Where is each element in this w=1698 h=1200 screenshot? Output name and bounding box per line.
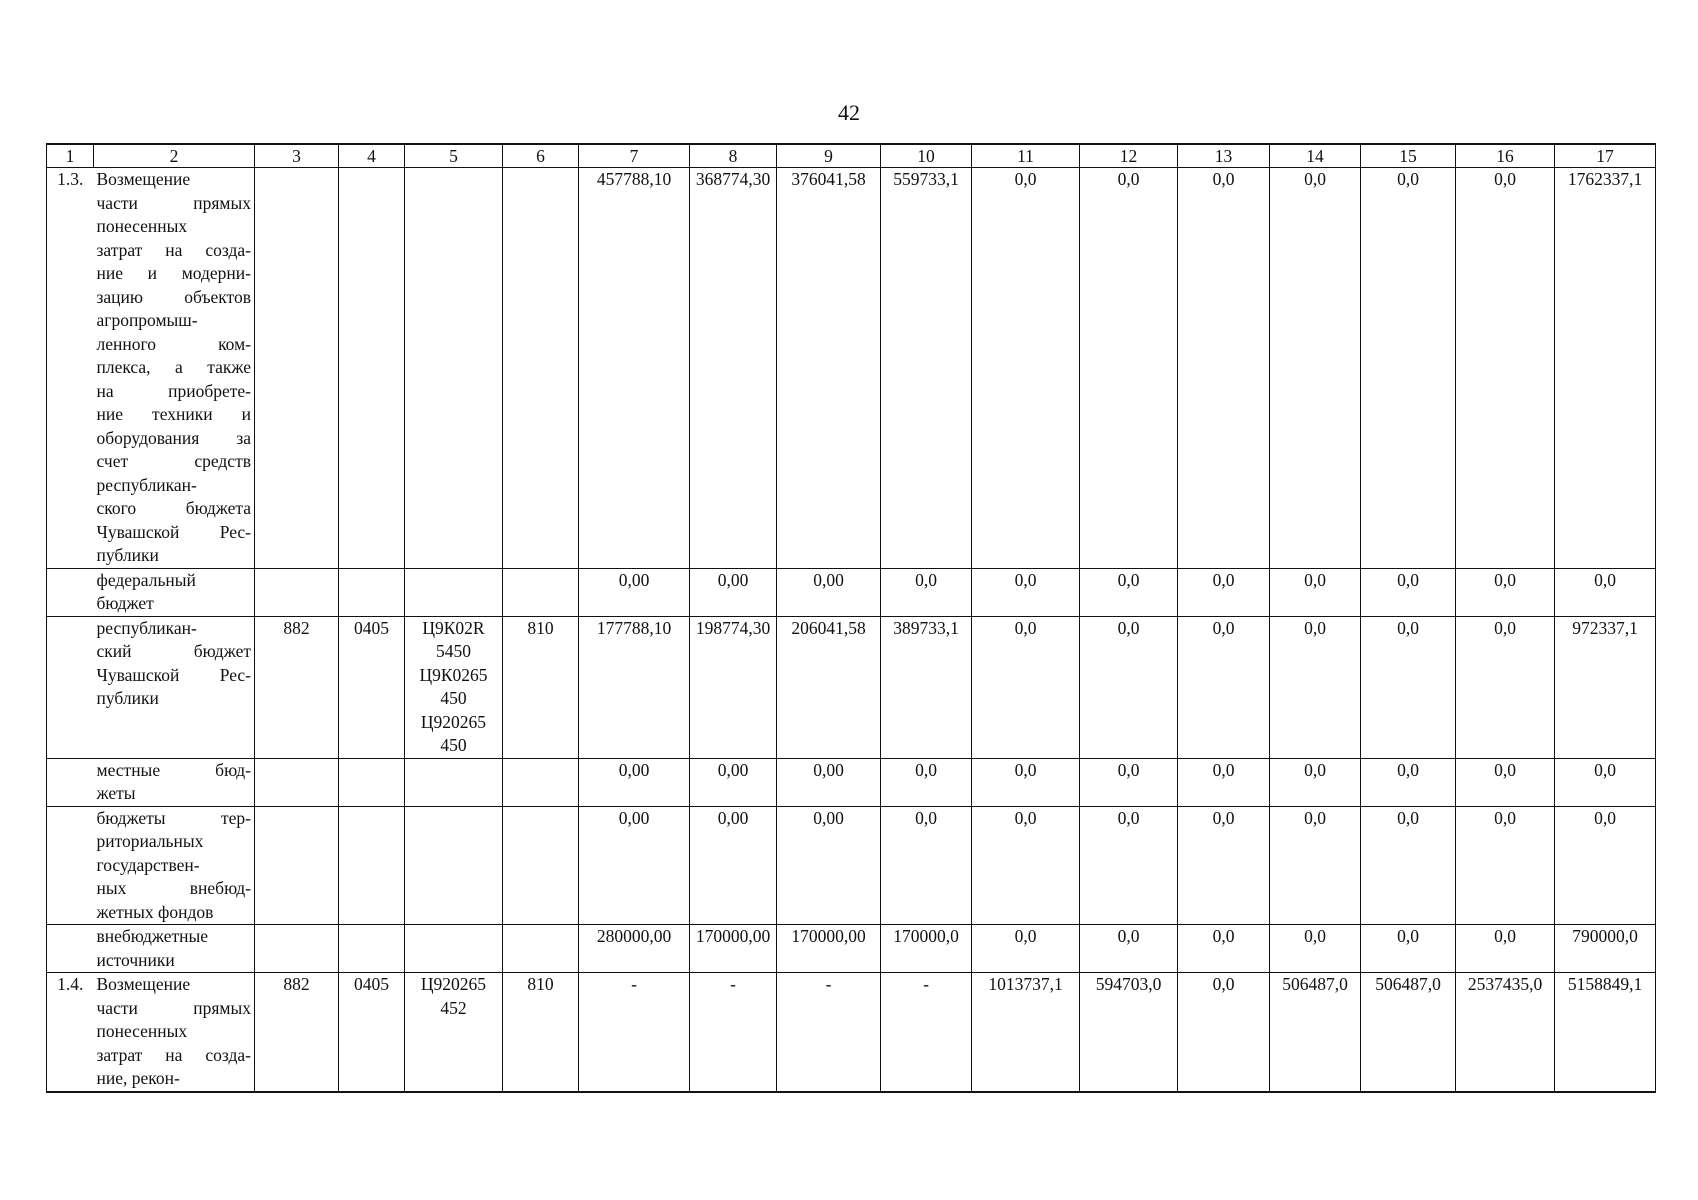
cell-col-10: 0,0: [881, 758, 972, 806]
cell-col-11: 0,0: [972, 616, 1080, 758]
cell-col-8: 0,00: [690, 806, 777, 925]
column-header-6: 6: [503, 144, 579, 168]
row-name: [94, 168, 255, 569]
cell-col-6: [503, 806, 579, 925]
cell-col-13: 0,0: [1178, 168, 1270, 569]
cell-col-17: 0,0: [1555, 758, 1656, 806]
cell-col-3: 882: [255, 973, 339, 1092]
row-name-line: жеты: [96, 783, 136, 803]
cell-col-14: 0,0: [1270, 925, 1361, 973]
cell-col-11: 0,0: [972, 168, 1080, 569]
cell-col-9: 0,00: [777, 568, 881, 616]
cell-col-3: [255, 758, 339, 806]
cell-col-4: [339, 168, 405, 569]
cell-col-15: 0,0: [1361, 568, 1456, 616]
column-header-11: 11: [972, 144, 1080, 168]
cell-col-16: 2537435,0: [1456, 973, 1555, 1092]
column-header-9: 9: [777, 144, 881, 168]
cell-col-16: 0,0: [1456, 806, 1555, 925]
page-number: 42: [838, 100, 860, 125]
cell-col-7: 280000,00: [579, 925, 690, 973]
row-number: 1.4.: [47, 973, 94, 1092]
cell-col-17: 0,0: [1555, 568, 1656, 616]
cell-col-12: 0,0: [1080, 616, 1178, 758]
row-name-line: затрат на созда-: [96, 239, 251, 260]
cell-col-3: [255, 168, 339, 569]
cell-col-16: 0,0: [1456, 168, 1555, 569]
cell-col-7: 0,00: [579, 568, 690, 616]
cell-col-3: 882: [255, 616, 339, 758]
row-name-line: ние и модерни-: [96, 263, 251, 283]
cell-col-8: 0,00: [690, 568, 777, 616]
column-header-7: 7: [579, 144, 690, 168]
cell-col-12: 0,0: [1080, 925, 1178, 973]
column-header-8: 8: [690, 144, 777, 168]
table-row: [47, 168, 1656, 569]
cell-col-15: 0,0: [1361, 616, 1456, 758]
cell-col-5-line: 450: [440, 735, 467, 755]
cell-col-5-line: 5450: [436, 641, 471, 661]
row-name: [94, 616, 255, 758]
cell-col-13: 0,0: [1178, 973, 1270, 1092]
row-name-line: ленного ком-: [96, 333, 251, 354]
row-name-line: части прямых: [96, 997, 251, 1018]
row-name-line: ние техники и: [96, 404, 251, 424]
cell-col-7: 0,00: [579, 806, 690, 925]
cell-col-14: 0,0: [1270, 616, 1361, 758]
column-header-1: 1: [47, 144, 94, 168]
cell-col-9: 0,00: [777, 806, 881, 925]
cell-col-8: 170000,00: [690, 925, 777, 973]
cell-col-10: 0,0: [881, 806, 972, 925]
row-name-line: Чувашской Рес-: [96, 521, 251, 542]
cell-col-17: 972337,1: [1555, 616, 1656, 758]
column-header-2: 2: [94, 144, 255, 168]
cell-col-5-line: Ц9К0265: [419, 664, 488, 685]
row-name-line: жетных фондов: [96, 901, 214, 922]
row-name-line: ние, рекон-: [96, 1068, 180, 1088]
row-name-line: внебюджетные: [96, 926, 209, 946]
cell-col-9: 376041,58: [777, 168, 881, 569]
cell-col-17: 5158849,1: [1555, 973, 1656, 1092]
cell-col-7: 177788,10: [579, 616, 690, 758]
cell-col-13: 0,0: [1178, 925, 1270, 973]
cell-col-13: 0,0: [1178, 616, 1270, 758]
row-name-line: понесенных: [96, 1021, 188, 1041]
cell-col-15: 0,0: [1361, 758, 1456, 806]
cell-col-14: 0,0: [1270, 758, 1361, 806]
cell-col-9: 170000,00: [777, 925, 881, 973]
cell-col-17: 0,0: [1555, 806, 1656, 925]
cell-col-15: 0,0: [1361, 168, 1456, 569]
cell-col-11: 0,0: [972, 568, 1080, 616]
cell-col-4: [339, 758, 405, 806]
cell-col-5: [405, 568, 503, 616]
cell-col-15: 0,0: [1361, 806, 1456, 925]
cell-col-12: 0,0: [1080, 806, 1178, 925]
cell-col-10: 0,0: [881, 568, 972, 616]
row-name-line: понесенных: [96, 216, 188, 236]
row-name-line: местные бюд-: [96, 759, 251, 780]
cell-col-10: -: [881, 973, 972, 1092]
row-name-line: государствен-: [96, 854, 200, 875]
cell-col-7: 457788,10: [579, 168, 690, 569]
column-header-4: 4: [339, 144, 405, 168]
cell-col-3: [255, 568, 339, 616]
cell-col-3: [255, 925, 339, 973]
row-name-line: ский бюджет: [96, 641, 251, 661]
row-name-line: республикан-: [96, 474, 197, 495]
cell-col-13: 0,0: [1178, 806, 1270, 925]
table-row: [47, 925, 1656, 973]
cell-col-11: 0,0: [972, 925, 1080, 973]
table-row: [47, 806, 1656, 925]
table-row: [47, 616, 1656, 758]
cell-col-14: 0,0: [1270, 568, 1361, 616]
column-header-row: [47, 144, 1656, 168]
row-number: [47, 925, 94, 973]
row-number: [47, 616, 94, 758]
column-header-13: 13: [1178, 144, 1270, 168]
cell-col-16: 0,0: [1456, 568, 1555, 616]
table-row: [47, 758, 1656, 806]
cell-col-11: 0,0: [972, 758, 1080, 806]
cell-col-8: 368774,30: [690, 168, 777, 569]
cell-col-4: [339, 568, 405, 616]
cell-col-9: 0,00: [777, 758, 881, 806]
cell-col-13: 0,0: [1178, 568, 1270, 616]
column-header-15: 15: [1361, 144, 1456, 168]
row-name-line: оборудования за: [96, 427, 251, 448]
cell-col-12: 594703,0: [1080, 973, 1178, 1092]
budget-table: [46, 143, 1656, 1093]
column-header-14: 14: [1270, 144, 1361, 168]
cell-col-12: 0,0: [1080, 758, 1178, 806]
cell-col-11: 1013737,1: [972, 973, 1080, 1092]
cell-col-5-line: Ц9К02R: [422, 617, 485, 638]
row-name-line: Возмещение: [96, 169, 191, 189]
cell-col-12: 0,0: [1080, 168, 1178, 569]
cell-col-16: 0,0: [1456, 758, 1555, 806]
row-name-line: на приобрете-: [96, 380, 251, 401]
cell-col-5: [405, 973, 503, 1092]
row-name-line: бюджеты тер-: [96, 807, 251, 828]
cell-col-6: [503, 925, 579, 973]
row-name-line: источники: [96, 949, 175, 970]
column-header-10: 10: [881, 144, 972, 168]
cell-col-10: 389733,1: [881, 616, 972, 758]
row-name-line: ского бюджета: [96, 498, 251, 518]
cell-col-5-line: Ц920265: [420, 974, 487, 994]
row-name-line: зацию объектов: [96, 286, 251, 307]
cell-col-15: 506487,0: [1361, 973, 1456, 1092]
cell-col-6: [503, 568, 579, 616]
row-name-line: части прямых: [96, 192, 251, 213]
cell-col-6: 810: [503, 973, 579, 1092]
cell-col-14: 0,0: [1270, 806, 1361, 925]
cell-col-17: 790000,0: [1555, 925, 1656, 973]
cell-col-12: 0,0: [1080, 568, 1178, 616]
cell-col-5-line: Ц920265: [420, 711, 487, 732]
cell-col-9: 206041,58: [777, 616, 881, 758]
cell-col-5: [405, 925, 503, 973]
cell-col-9: -: [777, 973, 881, 1092]
row-name-line: Чувашской Рес-: [96, 664, 251, 685]
row-number: [47, 568, 94, 616]
row-name: [94, 758, 255, 806]
column-header-5: 5: [405, 144, 503, 168]
cell-col-10: 559733,1: [881, 168, 972, 569]
row-name-line: затрат на созда-: [96, 1044, 251, 1065]
cell-col-10: 170000,0: [881, 925, 972, 973]
cell-col-6: [503, 168, 579, 569]
cell-col-5-line: 450: [440, 688, 467, 708]
cell-col-14: 0,0: [1270, 168, 1361, 569]
row-name-line: Возмещение: [96, 974, 191, 994]
cell-col-8: 198774,30: [690, 616, 777, 758]
row-name: [94, 925, 255, 973]
row-name-line: публики: [96, 545, 159, 565]
cell-col-3: [255, 806, 339, 925]
cell-col-11: 0,0: [972, 806, 1080, 925]
cell-col-4: [339, 925, 405, 973]
row-name-line: плекса, а также: [96, 357, 251, 377]
row-name-line: ных внебюд-: [96, 878, 251, 898]
cell-col-6: 810: [503, 616, 579, 758]
row-name-line: бюджет: [96, 593, 154, 613]
row-name-line: счет средств: [96, 451, 251, 471]
column-header-3: 3: [255, 144, 339, 168]
row-name-line: публики: [96, 688, 159, 708]
cell-col-15: 0,0: [1361, 925, 1456, 973]
cell-col-5: [405, 806, 503, 925]
cell-col-4: 0405: [339, 616, 405, 758]
cell-col-17: 1762337,1: [1555, 168, 1656, 569]
cell-col-5: [405, 758, 503, 806]
row-name-line: федеральный: [96, 569, 196, 590]
cell-col-5: [405, 168, 503, 569]
cell-col-5-line: 452: [440, 997, 467, 1018]
row-name-line: агропромыш-: [96, 310, 198, 330]
row-name-line: республикан-: [96, 617, 197, 638]
row-name: [94, 568, 255, 616]
cell-col-7: -: [579, 973, 690, 1092]
row-name: [94, 973, 255, 1092]
column-header-12: 12: [1080, 144, 1178, 168]
cell-col-8: -: [690, 973, 777, 1092]
cell-col-5: [405, 616, 503, 758]
cell-col-7: 0,00: [579, 758, 690, 806]
row-number: 1.3.: [47, 168, 94, 569]
table-row: [47, 973, 1656, 1092]
row-name: [94, 806, 255, 925]
cell-col-6: [503, 758, 579, 806]
row-number: [47, 806, 94, 925]
row-number: [47, 758, 94, 806]
column-header-17: 17: [1555, 144, 1656, 168]
cell-col-16: 0,0: [1456, 925, 1555, 973]
cell-col-14: 506487,0: [1270, 973, 1361, 1092]
cell-col-16: 0,0: [1456, 616, 1555, 758]
cell-col-8: 0,00: [690, 758, 777, 806]
column-header-16: 16: [1456, 144, 1555, 168]
row-name-line: риториальных: [96, 831, 204, 851]
cell-col-4: [339, 806, 405, 925]
cell-col-13: 0,0: [1178, 758, 1270, 806]
cell-col-4: 0405: [339, 973, 405, 1092]
table-row: [47, 568, 1656, 616]
